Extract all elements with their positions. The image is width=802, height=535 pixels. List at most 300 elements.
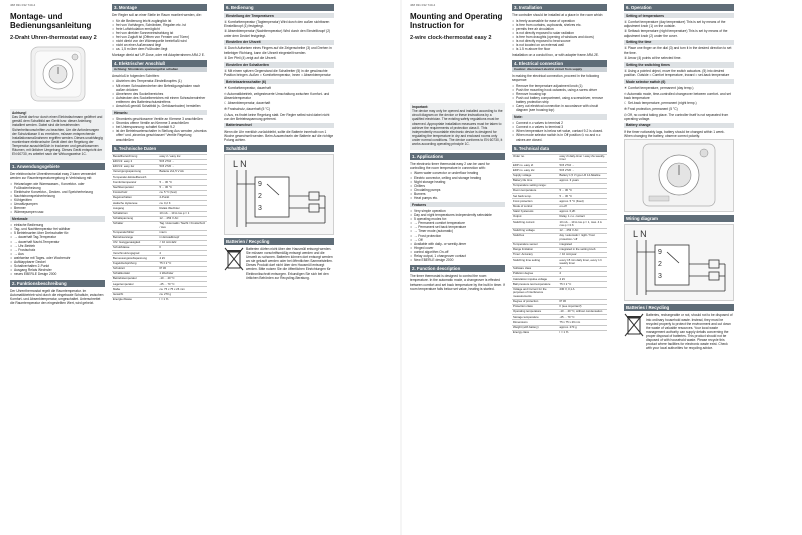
spec-value: ca. 5 °C (fest) bbox=[159, 190, 207, 195]
list-item: • → dauerhaft Nacht-Temperatur bbox=[10, 240, 105, 244]
spec-value: every 15 min daily timer, every 1 h weekly timer bbox=[559, 258, 607, 267]
spec-label: Betriebsanzeige bbox=[112, 235, 159, 240]
de-s4-note-title: Hinweis: bbox=[112, 110, 207, 115]
en-important-title: Important: bbox=[412, 105, 429, 110]
spec-value: 10 mA ... 10 A cos φ = 1 bbox=[159, 211, 207, 216]
spec-value: integrated bbox=[559, 242, 607, 247]
list-item: • Night storage heating bbox=[410, 180, 505, 184]
de-section-4-caution: Achtung: Stromkreis spannungsfrei schalten bbox=[112, 67, 207, 72]
spec-label: Degree of protection bbox=[512, 299, 559, 304]
list-item: • Burners bbox=[410, 192, 505, 196]
spec-label: Weight (with battery) bbox=[512, 325, 559, 330]
spec-value: 12 ... 253 V AC bbox=[559, 228, 607, 233]
de-s6-i1-1: ② Absenktemperatur (Nachttemperatur) Wird durch den Einstellknopf (2) unter dem Deckel festgelegt. bbox=[224, 29, 331, 38]
de-s4-notes bbox=[112, 117, 207, 142]
de-s1-intro: Der elektronische Uhrenthermostat easy 2 kann verwendet werden zur Raumtemperaturregelung in Verbindung mit: bbox=[10, 171, 96, 180]
en-section-6-title: 6. Operation bbox=[624, 4, 734, 11]
spec-value: ca. 0,2 K bbox=[159, 201, 207, 206]
spec-label: Range limitation bbox=[512, 247, 559, 252]
en-important-text: The device may only be opened and installed according to the circuit diagram on the device or these instructions by a qualified electrician. The existing safety regulations must be observed. Appropriate installation measures must be taken to achieve the requirements of protection class II. This independently mountable electronic device is designed for regulating the temperature in dry and enclosed rooms only under normal conditions. The device conforms to EN 60730, it works according operating principle 1C. bbox=[412, 109, 503, 147]
spec-value: 75 ± 2 °C bbox=[159, 261, 207, 266]
en-s3-list bbox=[512, 19, 607, 52]
en-section-4-caution: Caution: disconnect electric circuit from supply bbox=[512, 67, 607, 72]
list-item: • Tag- und Nachttemperatur frei wählbar bbox=[10, 227, 105, 231]
list-item: • wahlweise mit Tages- oder Wochenuhr bbox=[10, 256, 105, 260]
spec-value: 4 kV bbox=[559, 277, 607, 282]
svg-text:L N: L N bbox=[233, 158, 247, 169]
spec-label: Ausgang bbox=[112, 206, 159, 211]
list-item: • is freely accessible for ease of operation bbox=[512, 19, 607, 23]
spec-label: Battery life time bbox=[512, 178, 559, 183]
spec-value: Battery 1,5 V type LR 14 Alkaline bbox=[559, 173, 607, 178]
de-section-2-title: 2. Funktionsbeschreibung bbox=[10, 280, 105, 287]
list-item: • Relay output, 1 changeover contact bbox=[410, 254, 505, 258]
spec-label: Switching voltage bbox=[512, 228, 559, 233]
spec-value: approx. 270 g bbox=[559, 325, 607, 330]
spec-label: Frostschutz bbox=[112, 190, 159, 195]
spec-value: < 10 min/Jahr bbox=[159, 240, 207, 245]
list-item: • Heat pumps etc. bbox=[410, 196, 505, 200]
list-item: • nicht direkt von der Wärmequelle beeinflußt wird bbox=[112, 39, 207, 43]
en-s6-i4-2: ☾ Set-back temperature, permanent (night temp.) bbox=[624, 101, 697, 106]
spec-label: statische Hysterese bbox=[112, 201, 159, 206]
list-item: • When mode selector switch is in Off position ⏻ no and n.c valves are closed. bbox=[512, 133, 607, 141]
table-row bbox=[512, 258, 607, 267]
list-item: • Connect n.c valves to terminal 2 bbox=[512, 121, 607, 125]
de-s6-text: Wenn die Uhr merklich zurückbleibt, sollte die Batterie innerhalb von 1 Woche gewechselt werden. Beim Auswechseln der Batterie auf die richtige Polung achten. bbox=[224, 129, 334, 142]
de-s3-list bbox=[112, 19, 207, 52]
spec-value: 230 V, 0,1 A bbox=[559, 287, 607, 299]
spec-value: intern bbox=[159, 230, 207, 235]
spec-label: Storage temperature bbox=[512, 315, 559, 320]
spec-label: Pollution degree bbox=[512, 272, 559, 277]
spec-label: Ball pressure test temperature bbox=[512, 282, 559, 287]
de-s6-i4-1: ⏲ Automatikbetrieb, zeitgesteuerte Umschaltung zwischen Komfort- und Absenktemperatur bbox=[224, 91, 330, 100]
list-item: • Remove the temperature adjustment knob (1) bbox=[512, 84, 607, 88]
spec-value: approx. 5 °C (fixed) bbox=[559, 199, 607, 204]
de-section-4-title: 4. Elektrischer Anschluß bbox=[112, 60, 207, 67]
svg-text:2: 2 bbox=[658, 261, 662, 269]
de-s4-text: Anschluß in folgenden Schritten: bbox=[112, 73, 160, 78]
spec-label: Energie-Klasse bbox=[112, 297, 159, 302]
en-section-4-title: 4. Electrical connection bbox=[512, 60, 607, 67]
de-section-1-title: 1. Anwendungsgebiete bbox=[10, 163, 105, 170]
spec-value: ca. 270 g bbox=[159, 292, 207, 297]
spec-label: Switching current bbox=[512, 220, 559, 229]
spec-value: IP 30 bbox=[159, 266, 207, 271]
en-s6-i4-1: ⏲ Automatic mode, time-controlled changeover between comfort- and set back temperature bbox=[624, 91, 731, 100]
spec-value: 1 Wechsler bbox=[159, 271, 207, 276]
de-subtitle: 2-Draht Uhren-thermostat easy 2 bbox=[10, 34, 97, 41]
en-features-title: Features bbox=[410, 202, 505, 207]
de-s6-i4-0: ☀ Komforttemperatur, dauerhaft bbox=[224, 85, 271, 90]
list-item: • → Permanent set back temperature bbox=[410, 225, 505, 229]
table-row bbox=[512, 330, 607, 335]
list-item: • Umwälzpumpen bbox=[10, 202, 105, 206]
spec-value: 75 x 75 x 26 mm bbox=[559, 320, 607, 325]
spec-value: 2 bbox=[559, 272, 607, 277]
en-s6-h5: Battery change bbox=[624, 123, 734, 128]
spec-label: Timer: Accuracy bbox=[512, 253, 559, 258]
en-important bbox=[410, 103, 505, 150]
de-s6-i4-4: ⏻ Aus, es findet keine Regelung statt. Der Regler selbst wird dabei nicht von der Betriebsspannung getrennt. bbox=[224, 112, 330, 121]
en-section-5-title: 5. Technical data bbox=[512, 145, 607, 152]
spec-label: Room temperature bbox=[512, 189, 559, 194]
spec-label: EDV-Nr. easy 2w bbox=[112, 164, 159, 169]
en-recycling-text: Batteries, rechargeable or not, should not to be disposed of into ordinary household waste. Instead, they must be recycled properly to protect the environment and cut down the waste of valuable resources. Your local waste management authority can supply details concerning the proper disposal of batteries. This product should not be disposed of with household waste. Please recycle this product where facilities for electronic waste exist. Check with your local authorities for recycling advice. bbox=[646, 313, 733, 351]
spec-label: EDP no. easy 2t bbox=[512, 163, 559, 168]
en-s6-i1-0: ① Comfort temperature (day temperature) This is set by means of the adjustment knob (1) on the outside. bbox=[624, 19, 726, 28]
en-s6-h1: Setting of temperatures bbox=[624, 13, 734, 18]
spec-label: Temperature setting range: bbox=[512, 183, 559, 188]
de-code: 468 931 032 740-4 bbox=[10, 3, 36, 7]
spec-label: Protection class bbox=[512, 304, 559, 309]
de-tech-table bbox=[112, 154, 207, 302]
de-s6-h5: Batteriewechsel bbox=[224, 123, 334, 128]
en-column-3 bbox=[624, 4, 734, 352]
spec-value: im Einstellknopf bbox=[159, 235, 207, 240]
spec-value: Relais Wechsler bbox=[159, 206, 207, 211]
table-row bbox=[512, 234, 607, 243]
spec-value: 2-Punkt bbox=[159, 196, 207, 201]
spec-label: Schaltspannung bbox=[112, 216, 159, 221]
spec-label: Switches bbox=[512, 234, 559, 243]
list-item: • → Frost protection bbox=[410, 234, 505, 238]
list-item: • Stromkreis geschlossene Ventile an Klemme 3 anschließen bbox=[112, 117, 207, 121]
de-s3-text: Der Regler soll an einer Stelle im Raum montiert werden, die: bbox=[112, 13, 202, 17]
spec-value: ca. 75 x 75 x 26 mm bbox=[159, 287, 207, 292]
en-s4-list bbox=[512, 84, 607, 113]
de-s6-i1-0: ① Komforttemperatur (Tagtemperatur) Wird durch den außen sichtbaren Einstellknopf (1) festgelegt. bbox=[224, 19, 330, 28]
spec-label: Nachttemperatur bbox=[112, 185, 159, 190]
spec-label: Voltage and Current for the purposes of interference measurements bbox=[512, 287, 559, 299]
list-item: • Aufklappbarer Deckel bbox=[10, 260, 105, 264]
list-item: • → Aus bbox=[10, 252, 105, 256]
de-s6-i2-1: ② Der Pfeil (4) zeigt auf die Uhrzeit. bbox=[224, 56, 277, 61]
en-section-1-title: 1. Applications bbox=[410, 153, 505, 160]
spec-label: Regelverhalten bbox=[112, 196, 159, 201]
spec-value: 4 kV bbox=[159, 256, 207, 261]
spec-label: Mode of control bbox=[512, 204, 559, 209]
spec-value: II bbox=[159, 246, 207, 251]
list-item: • bei Unterspannung: schaltet Kontakt 9-2 bbox=[112, 125, 207, 129]
en-features-list bbox=[410, 209, 505, 262]
spec-label: Temperature sensor bbox=[512, 242, 559, 247]
en-subtitle: 2-wire clock-thermostat easy 2 bbox=[410, 34, 492, 41]
de-section-5-title: 5. Technische Daten bbox=[112, 145, 207, 152]
spec-label: Calculation impulse voltage bbox=[512, 277, 559, 282]
spec-label: Dimensions bbox=[512, 320, 559, 325]
spec-value: Tag / Automatik / Nacht / Frostschutz / Aus bbox=[159, 221, 206, 229]
list-item: • Wärmepumpen usw. bbox=[10, 210, 105, 214]
spec-label: Set back temp. bbox=[512, 194, 559, 199]
list-item: • is not directly exposed to solar radiation bbox=[512, 31, 607, 35]
spec-value: 515 2710 ... bbox=[159, 159, 207, 164]
spec-label: Uhr: Ganggenauigkeit bbox=[112, 240, 159, 245]
spec-label: Static hysteresis bbox=[512, 209, 559, 214]
spec-label: Bemessungsstoßspannung bbox=[112, 256, 159, 261]
list-item: • 5 operating modes for: bbox=[410, 217, 505, 221]
list-item: • Nachtstromspeicherheizung bbox=[10, 194, 105, 198]
en-tech-table bbox=[512, 154, 607, 335]
spec-value: easy 2 / easy 2w bbox=[159, 154, 207, 159]
crossed-bin-icon bbox=[624, 313, 644, 337]
list-item: • is not located on an external wall bbox=[512, 43, 607, 47]
list-item: • New EBERLE design 2000 bbox=[410, 258, 505, 262]
en-device-photo bbox=[624, 139, 734, 212]
list-item: • is 1.5 m above the floor bbox=[512, 47, 607, 51]
de-s6-h3: Einstellen der Schaltzeiten bbox=[224, 62, 334, 67]
en-s1-intro: The electronic timer thermostat easy 2 can be used for controlling the room temperature in connection with: bbox=[410, 161, 490, 170]
de-recycling-title: Batterien / Recycling bbox=[224, 238, 334, 245]
en-s6-i4-3: ❄ Frost protection, permanent (5 °C) bbox=[624, 106, 678, 111]
list-item: • Connect n.o valves to terminal 3 bbox=[512, 125, 607, 129]
crossed-bin-icon bbox=[224, 247, 244, 271]
list-item: • Ausgang Relais Wechsler bbox=[10, 268, 105, 272]
en-s1-list bbox=[410, 171, 505, 200]
list-item: • Schaltverhalten 2-Punkt bbox=[10, 264, 105, 268]
spec-value: 5 ... 30 °C bbox=[159, 185, 207, 190]
de-s6-i4-2: ☾ Absenktemperatur, dauerhaft bbox=[224, 101, 271, 106]
list-item: • Carry out electrical connection in accordance with circuit diagram (see housing top) bbox=[512, 104, 607, 112]
list-item: • Brenner bbox=[10, 206, 105, 210]
de-s4-list bbox=[112, 79, 207, 108]
list-item: • Abziehen des Temperatur-Einstellknopfes (1) bbox=[112, 79, 207, 83]
de-s1-list bbox=[10, 182, 105, 215]
list-item: • für die Bedienung leicht zugänglich ist bbox=[112, 19, 207, 23]
en-wiring-title: Wiring diagram bbox=[624, 215, 734, 222]
spec-value: approx. 0,2K bbox=[559, 209, 607, 214]
thermostat-illustration bbox=[29, 45, 87, 103]
spec-label: Operating temperature bbox=[512, 310, 559, 315]
list-item: • → Frostschutz bbox=[10, 248, 105, 252]
list-item: • Kühlgeräten bbox=[10, 198, 105, 202]
spec-label: Energy class bbox=[512, 330, 559, 335]
spec-value: 515 2710 ... bbox=[559, 163, 607, 168]
de-warning-title: Achtung! bbox=[12, 111, 27, 116]
en-s3-note: Installation on a conduit box, or with adapter frame ARA 2E. bbox=[512, 52, 600, 57]
spec-label: Schutzart bbox=[112, 266, 159, 271]
list-item: • is free from curtains, cupboards, shelves etc. bbox=[512, 23, 607, 27]
spec-label: Order no. bbox=[512, 154, 559, 163]
de-column-2 bbox=[112, 4, 207, 304]
svg-text:3: 3 bbox=[258, 204, 262, 212]
table-row bbox=[112, 221, 207, 230]
spec-label: Komforttemperatur bbox=[112, 180, 159, 185]
de-features-list bbox=[10, 223, 105, 276]
list-item: • → Uhr-Betrieb bbox=[10, 244, 105, 248]
en-title: Mounting and Operating Instruction for bbox=[410, 11, 503, 30]
list-item: • 5 Betriebsarten über Drehschalter für: bbox=[10, 231, 105, 235]
spec-label: Schalter bbox=[112, 221, 159, 230]
spec-label: EDV-Nr. easy 2 bbox=[112, 159, 159, 164]
en-s3-text: The controller should be installed at a place in the room which: bbox=[512, 13, 604, 17]
spec-value: II (see important!) bbox=[559, 304, 607, 309]
list-item: • → Timer mode (automatic) bbox=[410, 229, 505, 233]
en-recycling-title: Batteries / Recycling bbox=[624, 304, 734, 311]
spec-label: Supply voltage bbox=[512, 173, 559, 178]
de-s2-text: Der Uhrenthermostat regelt die Raumtemperatur. Im Automatikbetrieb wird durch die eingebaute Schaltuhr, zwischen Komfort- und Absenktemperatur, umgeschaltet. Unterschreitet die Raumtemperatur den eingestellten Wert, wird geheizt. bbox=[10, 288, 104, 305]
svg-text:3: 3 bbox=[658, 273, 662, 281]
list-item: • nicht an einer Außenwand liegt bbox=[112, 43, 207, 47]
list-item: • frei von direkter Sonneneinstrahlung ist bbox=[112, 31, 207, 35]
table-row bbox=[512, 154, 607, 163]
table-row bbox=[512, 287, 607, 299]
list-item: • → dauerhaft Tag-Temperatur bbox=[10, 235, 105, 239]
de-section-6-title: 6. Bedienung bbox=[224, 4, 334, 11]
spec-label: Temperatur-Einstellbereich bbox=[112, 175, 159, 180]
spec-value: 5 ... 30 °C bbox=[559, 194, 607, 199]
spec-value: -25 ... 70 °C bbox=[559, 315, 607, 320]
spec-label: Verschmutzungsgrad bbox=[112, 251, 159, 256]
spec-value: -25 ... 70 °C bbox=[159, 282, 207, 287]
spec-value: 515 2720 ... bbox=[159, 164, 207, 169]
list-item: • permits free air circulation bbox=[512, 27, 607, 31]
table-row bbox=[112, 297, 207, 302]
spec-value: 5 ... 30 °C bbox=[559, 189, 607, 194]
de-warning-text: Das Gerät darf nur durch einen Elektrofachmann geöffnet und gemäß dem Schaltbild am Gerät bzw. dieser Anleitung installiert werden. Dabei sind die bestehenden Sicherheitsvorschriften zu beachten. Um die Anforderungen der Schutzklasse II zu erreichen, müssen entsprechende Installationsmaßnahmen ergriffen werden. Dieses unabhängig montierbare elektronische Gerät dient der Regelung der Temperatur ausschließlich in trockenen und geschlossenen Räumen, mit üblicher Umgebung. Dieses Gerät entspricht der EN 60730, es arbeitet nach der Wirkungsweise 1C. bbox=[12, 115, 103, 157]
spec-label: Schaltkontakt bbox=[112, 271, 159, 276]
spec-value: 515 2720 ... bbox=[559, 168, 607, 173]
de-s3-note: Montage direkt auf UP-Dose, oder mit Adapterrahmen ARA 2 E. bbox=[112, 52, 205, 57]
list-item: • Circulating pumps bbox=[410, 188, 505, 192]
de-s6-h1: Einstellung der Temperaturen bbox=[224, 13, 334, 18]
en-section-2-title: 2. Function description bbox=[410, 265, 505, 272]
spec-label: Frost protection bbox=[512, 199, 559, 204]
spec-value: Relay, 1 c.o. contact bbox=[559, 215, 607, 220]
de-features-title: Merkmale bbox=[10, 216, 105, 221]
wiring-diagram-graphic bbox=[625, 225, 733, 299]
en-s4-note-title: Note: bbox=[512, 114, 607, 119]
list-item: • Heizanlagen wie Warmwasser-, Konvektor- oder Fußbodenheizung bbox=[10, 182, 105, 190]
spec-value: 75 ± 2 °C bbox=[559, 282, 607, 287]
list-item: • Elektrische Konvektor-, Decken- und Speicherheizung bbox=[10, 190, 105, 194]
en-column-1 bbox=[410, 4, 505, 292]
de-column-1 bbox=[10, 4, 105, 306]
spec-label: Output bbox=[512, 215, 559, 220]
page-divider bbox=[400, 0, 402, 535]
spec-label: EDP no. easy 2w bbox=[512, 168, 559, 173]
list-item: • Available with daily- or weekly-timer bbox=[410, 242, 505, 246]
spec-value: integrated in the setting knob bbox=[559, 247, 607, 252]
spec-label: Temperaturfühler bbox=[112, 230, 159, 235]
en-s6-i4-4: ⏻ Off, no control taking place. The controller itself is not separated from operating voltage. bbox=[624, 112, 729, 121]
spec-value: approx. 3 years bbox=[559, 178, 607, 183]
spec-label: Schutzklasse bbox=[112, 246, 159, 251]
table-row bbox=[512, 220, 607, 229]
spec-value: easy 2t daily-timer / easy 2w weekly-timer bbox=[559, 153, 606, 162]
list-item: • Chillers bbox=[410, 184, 505, 188]
list-item: • Warm water convector or underfloor heating bbox=[410, 171, 505, 175]
en-s6-i4-0: ☀ Comfort temperature, permanent (day temp.) bbox=[624, 85, 694, 90]
de-s6-i3-0: ① Mit einem spitzen Gegenstand die Schaltreiter (5) in die gewünschte Position bringen. Außen = Komforttemperatur, Innen = Absenktemperatur bbox=[224, 69, 331, 78]
list-item: • → Permanent comfort temperature bbox=[410, 221, 505, 225]
en-s6-i2-1: ② Arrow (4) points at the selected time. bbox=[624, 56, 682, 61]
spec-value: day / automatic / night / frost protection / off bbox=[559, 234, 607, 243]
list-item: • Mit einem Schraubendreher den Befestigungshaken nach außen drücken bbox=[112, 84, 207, 92]
en-s4-text: In making the electrical connection, proceed in the following sequence: bbox=[512, 73, 600, 82]
list-item: • frei von Zugluft ist (Öffnen von Fenster und Türen) bbox=[112, 35, 207, 39]
list-item: • Push the mounting hook outwards, using a screw driver bbox=[512, 88, 607, 92]
list-item: • Hinged cover bbox=[410, 246, 505, 250]
spec-value: I = 1 % bbox=[559, 330, 607, 335]
list-item: • ca. 1,5 m über dem Fußboden liegt bbox=[112, 47, 207, 51]
spec-value: < 10 min/year bbox=[559, 253, 607, 258]
de-section-3-title: 3. Montage bbox=[112, 4, 207, 11]
spec-label: Software class bbox=[512, 266, 559, 271]
svg-text:9: 9 bbox=[258, 180, 262, 188]
svg-text:2: 2 bbox=[258, 192, 262, 200]
list-item: • Anschluß gemäß Schaltbild (s. Gehäuseboden) herstellen bbox=[112, 104, 207, 108]
en-wiring-diagram bbox=[624, 224, 734, 301]
spec-value: on-off bbox=[559, 204, 607, 209]
en-s2-text: The timer thermostat is designed to control the room temperature. In the automatic mode, a changeover is effected between comfort and set back temperature by the built in timer. If room temperature falls below set value, heating is started. bbox=[410, 274, 505, 291]
spec-value: 2 bbox=[159, 251, 207, 256]
list-item: • is free from draughts (opening of windows and doors) bbox=[512, 35, 607, 39]
de-recycling-text: Batterien dürfen nicht über den Hausmüll entsorgt werden. Sie müssen vorschriftsmäßig entsorgt werden und die Umwelt zu schonen. Batterien können dort entsorgt werden wo sie gekauft werden oder bei öffentlichen Sammelstellen. Dieses Produkt darf nicht über den Hausmüll entsorgt werden. Bitte nutzen Sie die öffentlichen Einrichtungen für Elektronikschrott entsorgen. Erkundigen Sie sich bei den örtlichen Behörden zur Recycling-Beratung. bbox=[246, 246, 333, 280]
spec-label: Lagertemperatur bbox=[112, 282, 159, 287]
spec-value: A bbox=[559, 266, 607, 271]
en-column-2 bbox=[512, 4, 607, 337]
spec-value: 12 ... 253 V AC bbox=[159, 216, 207, 221]
en-s6-i2-0: ① Place one finger on the dial (3) and turn it in the desired direction to set the time. bbox=[624, 46, 732, 55]
de-recycling-block bbox=[224, 247, 334, 281]
thermostat-open-illustration bbox=[625, 140, 733, 210]
list-item: • When temperature is below set value, contact 9-2 is closed. bbox=[512, 129, 607, 133]
en-s6-h2: Setting the time bbox=[624, 40, 734, 45]
spec-value: -10 ... 40 °C, without condensation bbox=[559, 310, 607, 315]
de-s6-h4: Betriebsartenschalter (6) bbox=[224, 79, 334, 84]
spec-value: I = 1 % bbox=[159, 297, 207, 302]
spec-label: Gewicht bbox=[112, 292, 159, 297]
list-item: • → Off bbox=[410, 238, 505, 242]
de-column-3 bbox=[224, 4, 334, 281]
spec-value: -10 ... 40 °C bbox=[159, 277, 207, 282]
list-item: • Day and night temperatures independently selectable bbox=[410, 213, 505, 217]
spec-value: IP 30 bbox=[559, 299, 607, 304]
list-item: • Very simple operation bbox=[410, 209, 505, 213]
spec-label: Switching time setting bbox=[512, 258, 559, 267]
en-section-3-title: 3. Installation bbox=[512, 4, 607, 11]
de-wiring-title: Schaltbild bbox=[224, 145, 334, 152]
en-code: 468 931 032 740-4 bbox=[410, 3, 436, 7]
svg-text:9: 9 bbox=[658, 249, 662, 257]
spec-label: Betriebstemperatur bbox=[112, 277, 159, 282]
list-item: • control algorithm On-off bbox=[410, 250, 505, 254]
spec-label: Schaltstrom bbox=[112, 211, 159, 216]
en-s6-text: If the timer noticeably lags, battery should be changed within 1 week. When changing the battery, observe correct polarity. bbox=[624, 129, 725, 138]
de-warning bbox=[10, 109, 105, 160]
list-item: • Electric convector, ceiling and storage heating bbox=[410, 176, 505, 180]
spec-value: 5 ... 30 °C bbox=[159, 180, 207, 185]
spec-label: Bestellbezeichnung bbox=[112, 154, 159, 159]
list-item: • is not directly exposed to heat source bbox=[512, 39, 607, 43]
de-title: Montage- und Bedienungsanleitung bbox=[10, 11, 92, 30]
en-s6-h4: Mode selector switch (6) bbox=[624, 79, 734, 84]
list-item: • ist der Betriebsartenschalter in Stellung Aus wenden „stromlos offen“ und „stromlos geschlossen“ Ventile Regelung anschließen bbox=[112, 129, 207, 141]
spec-value: 10 mA ... 10 A cos φ = 1, max. 4 A cos φ = 0.6 bbox=[559, 220, 607, 229]
en-s4-notes bbox=[512, 121, 607, 142]
list-item: • Stromlos offene Ventile an Klemme 3 anschließen bbox=[112, 121, 207, 125]
list-item: • Remove housing top bbox=[512, 92, 607, 96]
spec-value: Batterie 2x1,5 V AA bbox=[159, 170, 207, 175]
en-recycling-block bbox=[624, 313, 734, 351]
svg-text:L N: L N bbox=[633, 229, 647, 240]
de-s6-h2: Einstellen der Uhrzeit bbox=[224, 40, 334, 45]
wiring-diagram-graphic bbox=[225, 155, 333, 233]
en-s6-i3-0: ① Using a pointed object, move the switch actuators. (5) into desired position. Outside = Comfort temperature, Inward = set-back temperature bbox=[624, 69, 730, 78]
list-item: • freie Luftzirkulation ermöglicht bbox=[112, 27, 207, 31]
